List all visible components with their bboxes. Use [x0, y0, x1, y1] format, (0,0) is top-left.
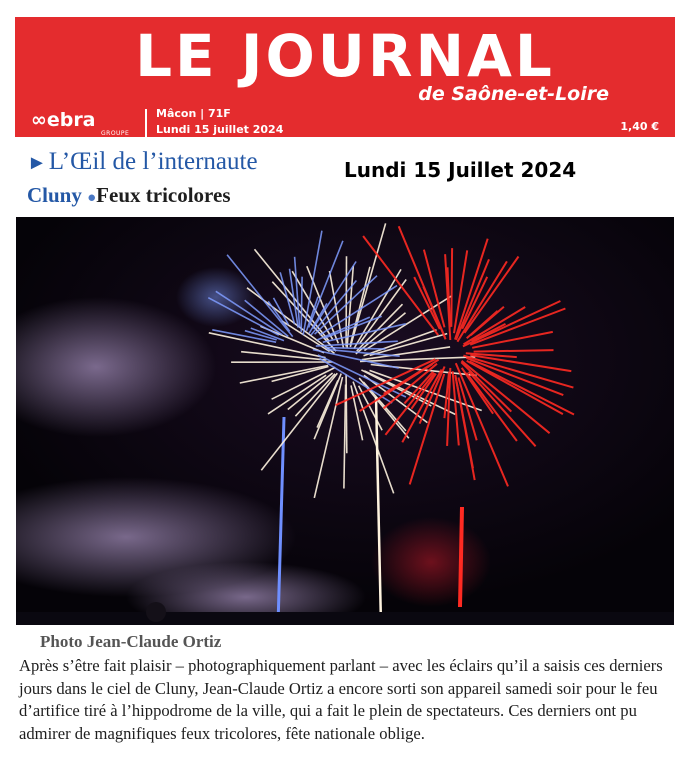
price-label: 1,40 € [620, 120, 659, 133]
edition-info [156, 106, 283, 138]
article-line: admirer de magnifiques feux tricolores, fête nationale oblige. [19, 723, 425, 743]
article-line: Après s’être fait plaisir – photographiquement parlant – avec les éclairs qu’il a saisis ces derniers [19, 656, 663, 675]
firework-ray [301, 277, 302, 332]
play-arrow-icon: ► [27, 152, 47, 174]
article-body [19, 655, 671, 745]
tree-silhouette [146, 602, 166, 622]
article-line: d’artifice tiré à l’hippodrome de la ville, qui a fait le plein de spectateurs. Ces derniers ont pu [19, 701, 637, 720]
rubric-label: L’Œil de l’internaute [48, 148, 258, 175]
fireworks-photo [16, 217, 674, 625]
masthead [15, 17, 675, 137]
article-headline [27, 183, 231, 208]
firework-ray [451, 248, 452, 327]
date-label: Lundi 15 Juillet 2024 [344, 158, 577, 182]
ebra-logo [31, 109, 130, 137]
ground [16, 612, 674, 625]
red-glow [371, 517, 491, 607]
newspaper-title: LE JOURNAL [135, 22, 555, 90]
bullet-dot-icon: ● [87, 190, 97, 206]
fireworks-illustration [16, 217, 674, 625]
ebra-logo-icon: ∞ [31, 109, 47, 131]
rubric-heading [27, 148, 258, 176]
masthead-divider [145, 109, 147, 139]
ebra-brand: ebra [46, 109, 96, 131]
headline-text: Feux tricolores [96, 183, 231, 207]
edition-location: Mâcon | 71F [156, 107, 231, 120]
newspaper-subtitle: de Saône-et-Loire [418, 83, 609, 105]
ebra-groupe-label: GROUPE [101, 130, 130, 137]
red-trail [460, 507, 462, 607]
photo-credit: Photo Jean-Claude Ortiz [40, 632, 222, 651]
article-line: jours dans le ciel de Cluny, Jean-Claude Ortiz a encore sorti son appareil samedi soir pour le feu [19, 678, 658, 698]
edition-date: Lundi 15 juillet 2024 [156, 123, 284, 136]
place-name: Cluny [27, 183, 82, 207]
